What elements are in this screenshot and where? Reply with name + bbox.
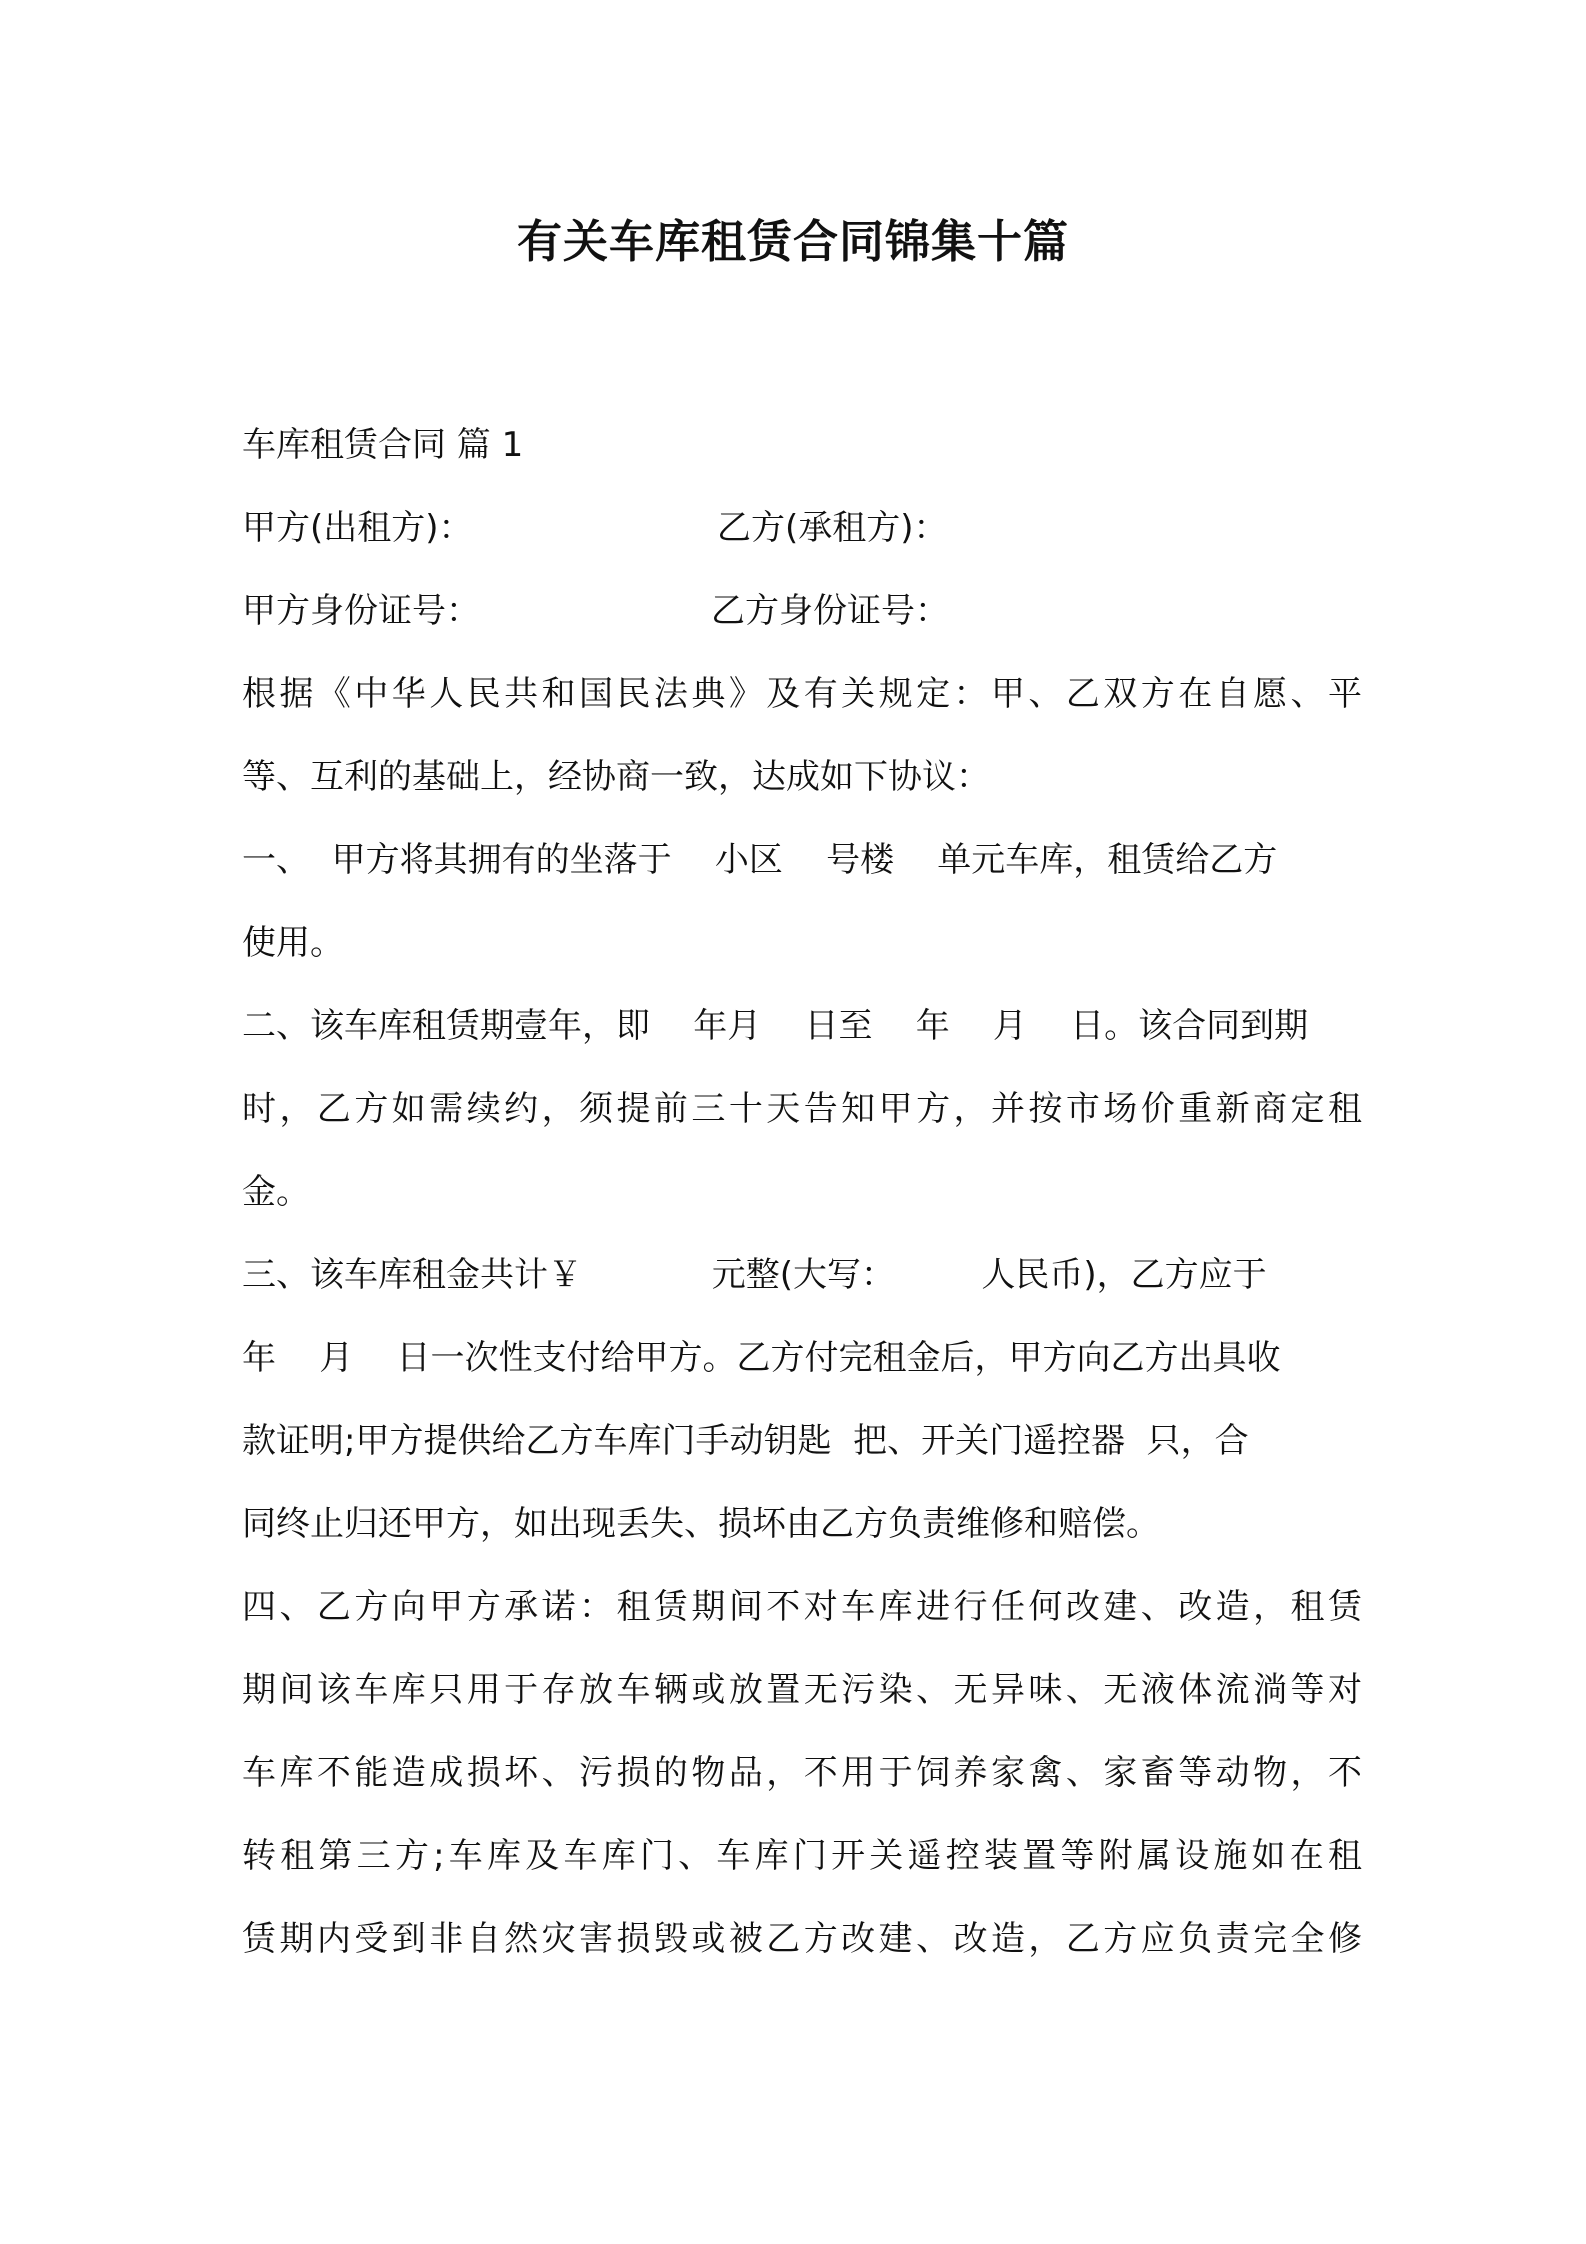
party-b-id-label: 乙方身份证号： <box>711 591 949 631</box>
clause-1-line: 使用。 <box>242 923 344 963</box>
clause-4-line: 车库不能造成损坏、污损的物品，不用于饲养家禽、家畜等动物，不 <box>242 1753 1362 1793</box>
paragraph-line: 等、互利的基础上，经协商一致，达成如下协议： <box>242 757 990 797</box>
clause-2-line: 金。 <box>242 1172 310 1212</box>
clause-2-line: 时，乙方如需续约，须提前三十天告知甲方，并按市场价重新商定租 <box>242 1089 1362 1129</box>
party-row <box>242 487 1362 570</box>
clause-1-line: 一、 甲方将其拥有的坐落于 小区 号楼 单元车库，租赁给乙方 <box>242 840 1278 880</box>
clause-3-line: 款证明;甲方提供给乙方车库门手动钥匙 把、开关门遥控器 只，合 <box>242 1421 1249 1461</box>
clause-2-line: 二、该车库租赁期壹年，即 年月 日至 年 月 日。该合同到期 <box>242 1006 1309 1046</box>
contract-body <box>242 404 1362 1981</box>
party-b-label: 乙方(承租方)： <box>717 508 948 548</box>
party-a-label: 甲方(出租方)： <box>242 508 473 548</box>
clause-4-line: 四、乙方向甲方承诺：租赁期间不对车库进行任何改建、改造，租赁 <box>242 1587 1362 1627</box>
clause-3-line: 三、该车库租金共计￥ 元整(大写： 人民币)，乙方应于 <box>242 1255 1267 1295</box>
id-row <box>242 570 1362 653</box>
section-heading: 车库租赁合同 篇 1 <box>242 425 524 465</box>
clause-3-line: 同终止归还甲方，如出现丢失、损坏由乙方负责维修和赔偿。 <box>242 1504 1160 1544</box>
clause-3-line: 年 月 日一次性支付给甲方。乙方付完租金后，甲方向乙方出具收 <box>242 1338 1281 1378</box>
clause-4-line: 赁期内受到非自然灾害损毁或被乙方改建、改造，乙方应负责完全修 <box>242 1919 1362 1959</box>
document-title: 有关车库租赁合同锦集十篇 <box>516 215 1069 268</box>
paragraph-line: 根据《中华人民共和国民法典》及有关规定：甲、乙双方在自愿、平 <box>242 674 1362 714</box>
party-a-id-label: 甲方身份证号： <box>242 591 480 631</box>
clause-4-line: 期间该车库只用于存放车辆或放置无污染、无异味、无液体流淌等对 <box>242 1670 1362 1710</box>
clause-4-line: 转租第三方;车库及车库门、车库门开关遥控装置等附属设施如在租 <box>242 1836 1362 1876</box>
